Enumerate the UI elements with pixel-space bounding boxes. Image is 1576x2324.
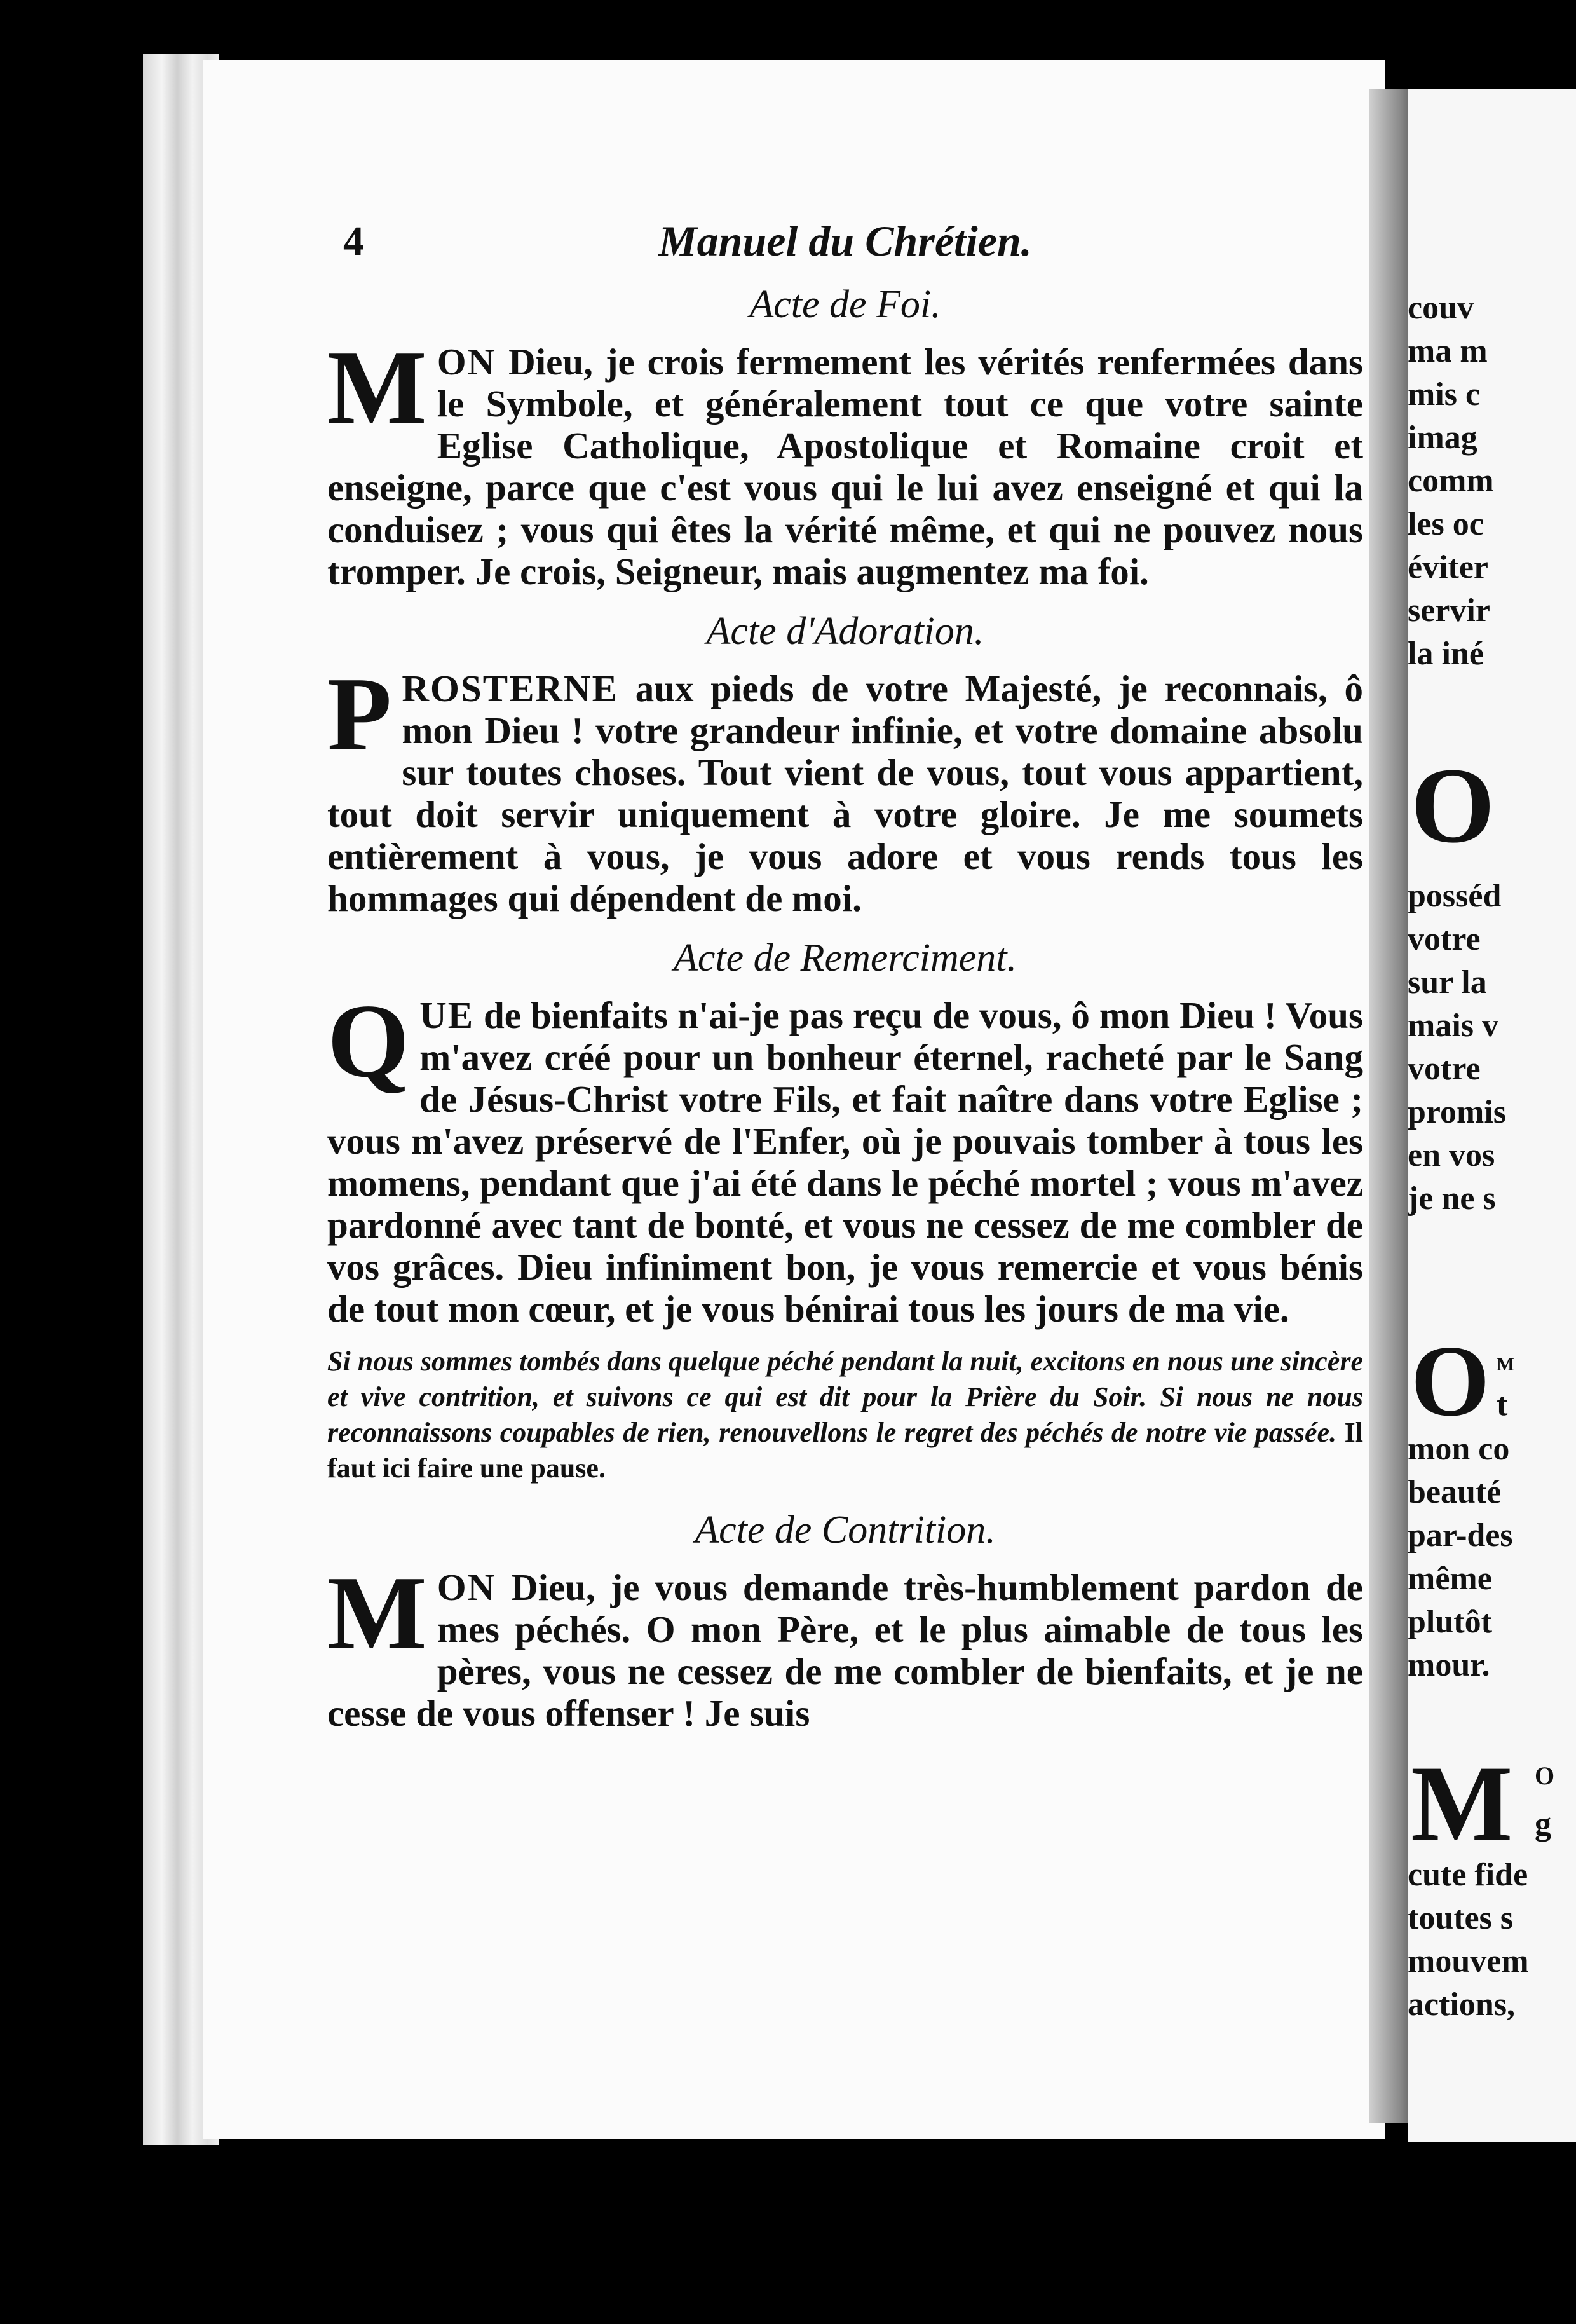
first-word: ON [437,341,496,383]
paragraph-text: aux pieds de votre Majesté, je reconnais, ô mon Dieu ! votre grandeur infinie, et votre domaine absolu sur toutes choses. Tout vient de vous, tout vous appartient, tout doit servir uniquement à votre gloire. Je me soumets entièrement à vous, je vous adore et vous rends tous les hommages qui dépendent de moi. [327,667,1363,919]
right-line: cute fide [1408,1857,1528,1893]
paragraph-text: Dieu, je vous demande très-humblement pardon de mes péchés. O mon Père, et le plus aimable de tous les pères, vous ne cessez de me combler de bienfaits, et je ne cesse de vous offenser ! Je suis [327,1566,1363,1734]
right-line: promis [1408,1094,1507,1130]
paragraph-text: de bienfaits n'ai-je pas reçu de vous, ô mon Dieu ! Vous m'avez créé pour un bonheur éternel, racheté par le Sang de Jésus-Christ votre Fils, et fait naître dans votre Eglise ; vous m'avez préservé de l'Enfer, où je pouvais tomber à tous les momens, pendant que j'ai été dans le péché mortel ; vous m'avez pardonné avec tant de bonté, et vous ne cessez de me combler de vos grâces. Dieu infiniment bon, je vous remercie et vous bénis de tout mon cœur, et je vous bénirai tous les jours de ma vie. [327,994,1363,1330]
right-line: comm [1408,463,1494,499]
right-line: actions, [1408,1986,1515,2023]
section-heading: Acte d'Adoration. [706,610,984,653]
right-line: mon co [1408,1431,1510,1467]
drop-cap: P [327,655,392,772]
drop-cap: M [327,1554,427,1671]
right-line: même [1408,1561,1492,1597]
right-line: mour. [1408,1647,1490,1683]
right-line: ma m [1408,333,1488,369]
right-line: mis c [1408,376,1481,413]
running-title: Manuel du Chrétien. [658,217,1032,265]
right-dropcap: O [1411,1324,1490,1437]
right-line: imag [1408,420,1478,456]
section-paragraph [327,1554,1363,1734]
section-paragraph [327,655,1363,919]
right-line: en vos [1408,1137,1495,1173]
left-page-content [327,210,1363,1748]
right-line: éviter [1408,549,1489,585]
right-line: posséd [1408,878,1502,914]
section-acte-d-adoration [327,606,1363,919]
page-number: 4 [343,218,364,264]
section-acte-de-contrition [327,1505,1363,1734]
right-page [1408,89,1576,2142]
right-line: par-des [1408,1517,1513,1554]
section-paragraph [327,329,1363,592]
paragraph-text: Dieu, je crois fermement les vérités renfermées dans le Symbole, et généralement tout ce que votre sainte Eglise Catholique, Apostolique et Romaine croit et enseigne, parce que c'est vous qui le lui avez enseigné et qui la conduisez ; vous qui êtes la vérité même, et qui ne pouvez nous tromper. Je crois, Seigneur, mais augmentez ma foi. [327,341,1363,592]
right-line: toutes s [1408,1900,1514,1936]
section-heading: Acte de Contrition. [695,1508,996,1552]
right-line: votre [1408,921,1481,957]
right-line: les oc [1408,506,1484,542]
right-line: M [1497,1354,1515,1375]
section-heading: Acte de Foi. [749,283,941,326]
section-heading: Acte de Remerciment. [674,936,1017,980]
right-dropcap: O [1411,746,1495,865]
section-acte-de-remerciment [327,933,1363,1330]
rubric-plain: Il faut ici faire une pause. [327,1417,1363,1484]
first-word: ON [437,1566,496,1608]
right-line: la iné [1408,636,1484,672]
right-line: mouvem [1408,1943,1529,1979]
right-line: beauté [1408,1474,1502,1510]
first-word: UE [419,994,475,1036]
page-header [327,210,1363,280]
right-line: O [1535,1761,1555,1790]
right-line: mais v [1408,1008,1498,1044]
section-acte-de-foi [327,280,1363,592]
right-line: t [1497,1386,1508,1423]
drop-cap: Q [327,982,410,1099]
right-line: g [1535,1806,1551,1842]
right-line: votre [1408,1051,1481,1087]
right-line: sur la [1408,964,1487,1001]
rubric-italic: Si nous sommes tombés dans quelque péché pendant la nuit, excitons en nous une sincère et vive contrition, et suivons ce qui est dit pour la Prière du Soir. Si nous ne nous reconnaissons coupables de rien, renouvellons le regret des péchés de notre vie passée. [327,1346,1363,1448]
first-word: ROSTERNE [402,667,618,709]
right-line: servir [1408,592,1490,629]
rubric-note [327,1344,1363,1486]
right-line: plutôt [1408,1604,1492,1640]
right-line: je ne s [1408,1180,1496,1217]
right-line: couv [1408,290,1474,326]
drop-cap: M [327,329,427,446]
section-paragraph [327,982,1363,1330]
right-dropcap: M [1411,1744,1513,1863]
